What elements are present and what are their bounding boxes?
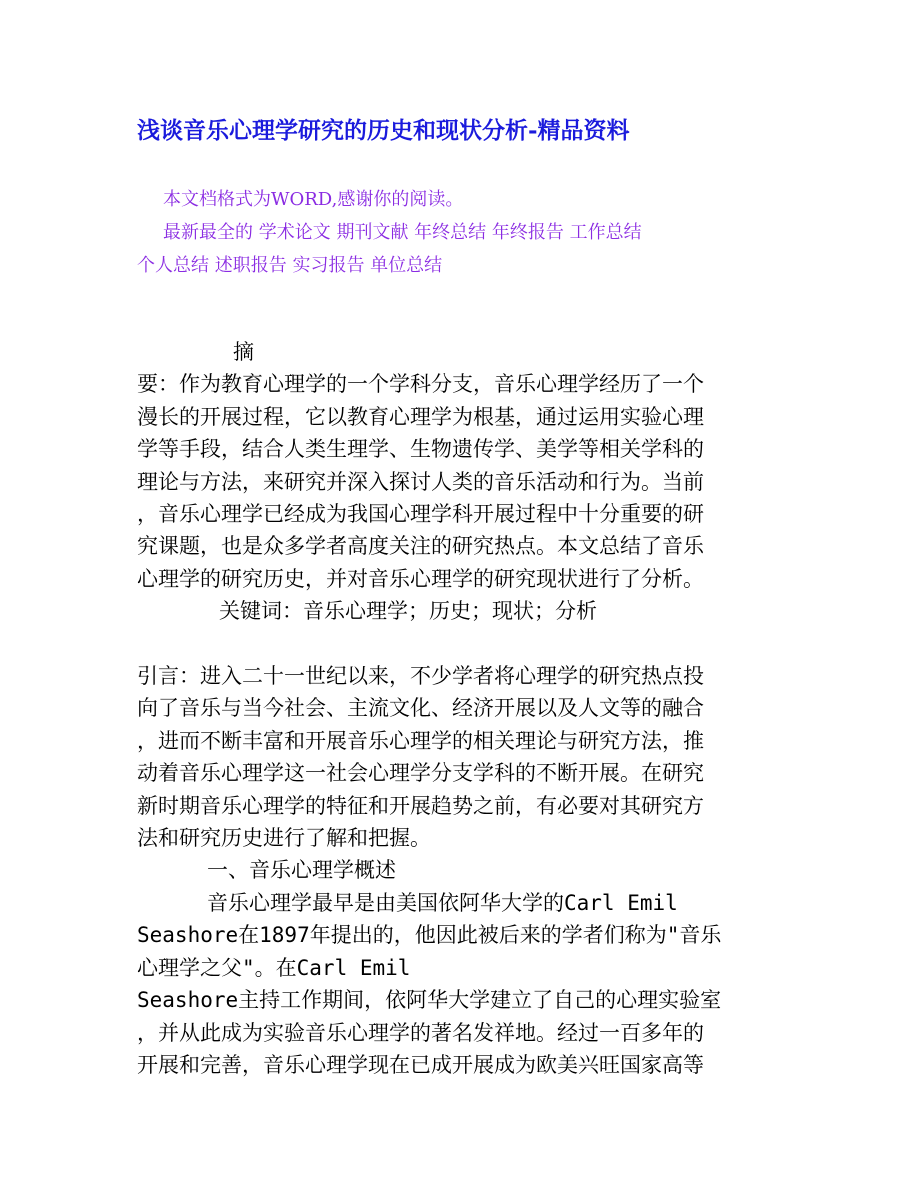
abstract-line: 漫长的开展过程，它以教育心理学为根基，通过运用实验心理 xyxy=(137,404,704,429)
promo-line-categories-continued: 个人总结 述职报告 实习报告 单位总结 xyxy=(137,255,443,276)
section-body-line: 开展和完善，音乐心理学现在已成开展成为欧美兴旺国家高等 xyxy=(137,1052,704,1077)
intro-line: 向了音乐与当今社会、主流文化、经济开展以及人文等的融合 xyxy=(137,696,704,721)
intro-line: 法和研究历史进行了解和把握。 xyxy=(137,826,431,851)
abstract-line: 究课题，也是众多学者高度关注的研究热点。本文总结了音乐 xyxy=(137,534,704,559)
intro-line: ，进而不断丰富和开展音乐心理学的相关理论与研究方法，推 xyxy=(137,728,704,753)
abstract-heading: 摘 xyxy=(233,340,254,364)
abstract-line: 要：作为教育心理学的一个学科分支，音乐心理学经历了一个 xyxy=(137,372,704,397)
section-body-line: Seashore主持工作期间，依阿华大学建立了自己的心理实验室 xyxy=(137,988,722,1013)
section-body-line: Seashore在1897年提出的，他因此被后来的学者们称为"音乐 xyxy=(137,923,722,948)
section-body-line: 心理学之父"。在Carl Emil xyxy=(137,955,411,980)
keywords-line: 关键词：音乐心理学；历史；现状；分析 xyxy=(219,599,597,624)
abstract-line: ，音乐心理学已经成为我国心理学科开展过程中十分重要的研 xyxy=(137,502,704,527)
section-body-line: 音乐心理学最早是由美国依阿华大学的Carl Emil xyxy=(207,890,678,915)
intro-line: 动着音乐心理学这一社会心理学分支学科的不断开展。在研究 xyxy=(137,761,704,786)
abstract-line: 理论与方法，来研究并深入探讨人类的音乐活动和行为。当前 xyxy=(137,469,704,494)
document-body xyxy=(137,336,791,1081)
abstract-line: 学等手段，结合人类生理学、生物遗传学、美学等相关学科的 xyxy=(137,437,704,462)
intro-line: 新时期音乐心理学的特征和开展趋势之前，有必要对其研究方 xyxy=(137,793,704,818)
promo-block xyxy=(137,183,777,282)
section-body-line: ，并从此成为实验音乐心理学的著名发祥地。经过一百多年的 xyxy=(137,1020,704,1045)
promo-line-format: 本文档格式为WORD,感谢你的阅读。 xyxy=(163,189,464,210)
promo-line-categories: 最新最全的 学术论文 期刊文献 年终总结 年终报告 工作总结 xyxy=(163,222,642,243)
section-heading: 一、音乐心理学概述 xyxy=(207,858,396,883)
abstract-line: 心理学的研究历史，并对音乐心理学的研究现状进行了分析。 xyxy=(137,566,704,591)
paragraph-gap xyxy=(137,628,791,660)
document-title: 浅谈音乐心理学研究的历史和现状分析-精品资料 xyxy=(137,117,630,144)
intro-line: 引言：进入二十一世纪以来，不少学者将心理学的研究热点投 xyxy=(137,664,704,689)
